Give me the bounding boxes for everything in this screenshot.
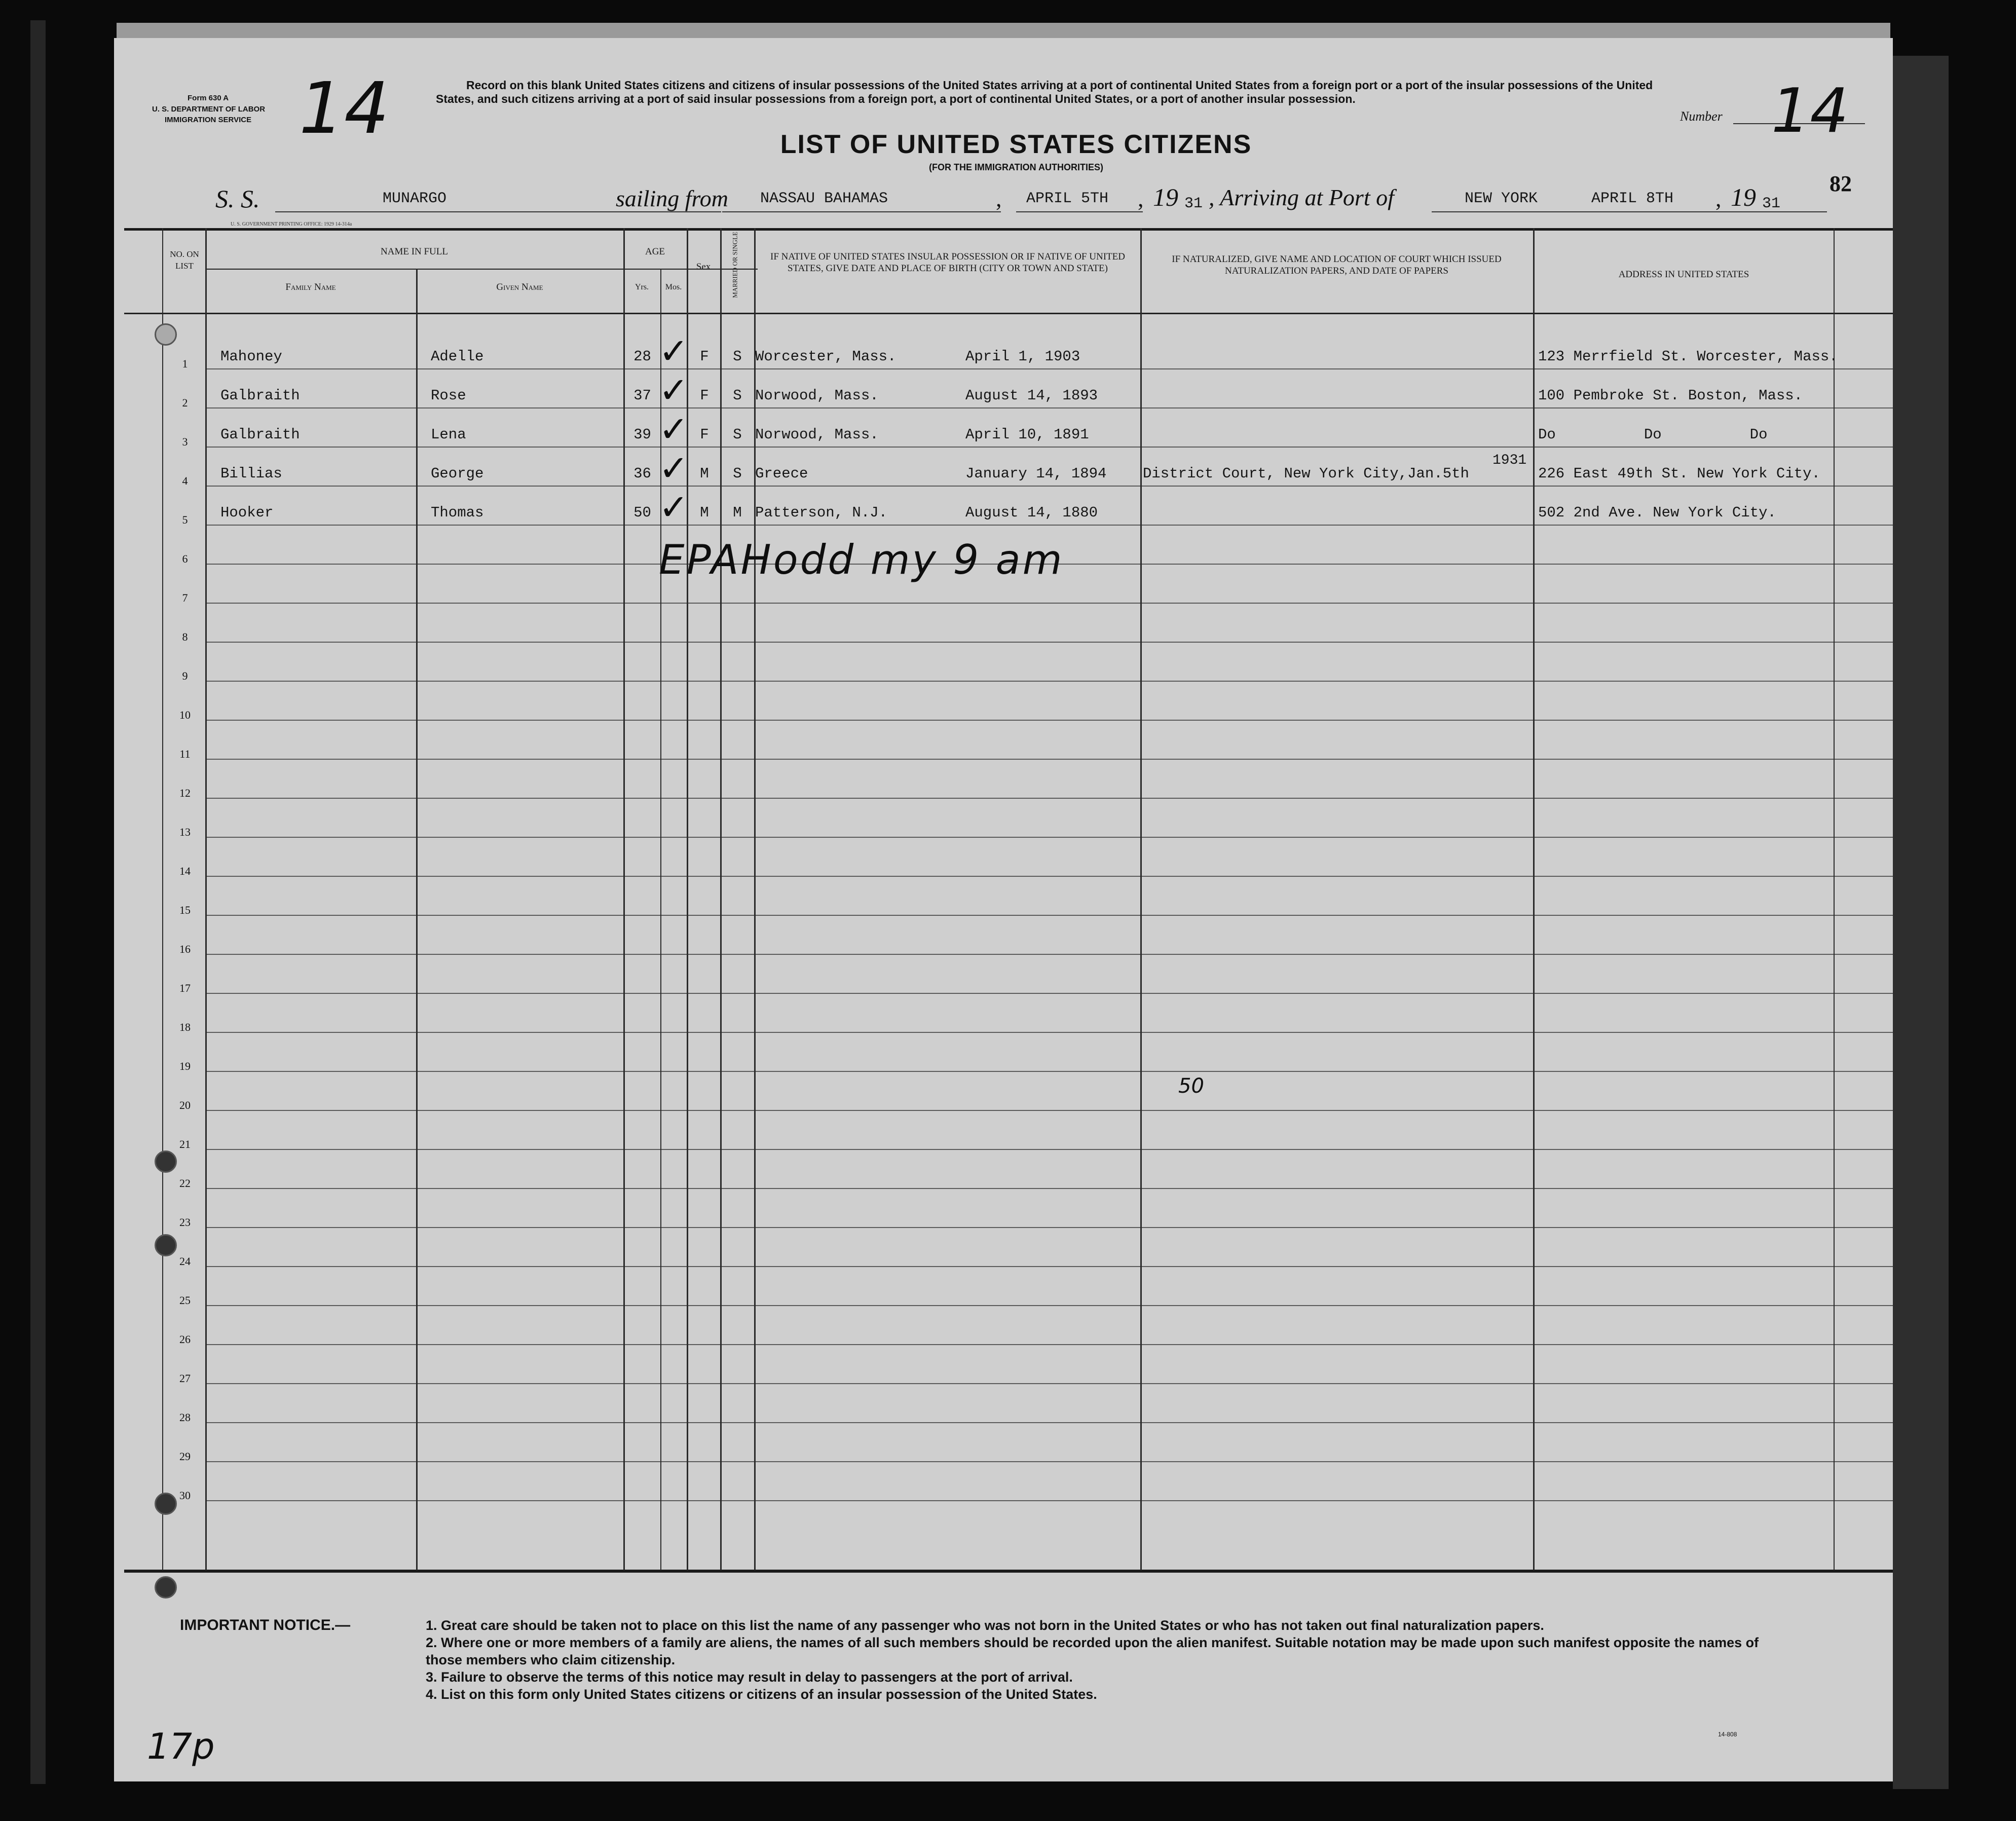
arriving-label: , Arriving at Port of [1209, 184, 1394, 210]
comma-2: , [1138, 185, 1144, 211]
col-line-b [205, 228, 207, 1570]
depart-year: 31 [1184, 195, 1203, 212]
birth-place-cell: Norwood, Mass. [755, 426, 879, 443]
comma-3: , [1715, 185, 1722, 211]
check-mark-icon: ✓ [659, 487, 689, 528]
stray-mark: 50 [1178, 1074, 1204, 1098]
row-number: 28 [179, 1411, 191, 1424]
birth-place-cell: Worcester, Mass. [755, 348, 897, 365]
sex-cell: F [700, 348, 709, 365]
row-number: 17 [179, 982, 191, 994]
row-rule [205, 447, 1893, 448]
handwritten-number-left: 14 [299, 67, 390, 150]
row-rule [205, 407, 1893, 408]
row-number: 7 [182, 591, 188, 604]
row-rule [205, 993, 1893, 994]
header-mos: Mos. [665, 283, 682, 291]
binding-hole-2 [155, 1150, 177, 1173]
number-value: 14 [1771, 76, 1849, 146]
manifest-page [114, 38, 1893, 1781]
birth-date-cell: April 10, 1891 [965, 426, 1089, 443]
depart-date-underline [1016, 211, 1143, 212]
page-stack-edge-right [1893, 56, 1949, 1789]
department: U. S. DEPARTMENT OF LABOR [152, 105, 266, 114]
header-naturalized: IF NATURALIZED, GIVE NAME AND LOCATION OF COURT WHICH ISSUED NATURALIZATION PAPERS, AND DATE OF PAPERS [1172, 254, 1502, 276]
row-rule [205, 525, 1893, 526]
family-name-cell: Galbraith [220, 387, 300, 404]
row-rule [205, 1383, 1893, 1384]
row-number: 13 [179, 826, 191, 838]
col-line-j [1533, 228, 1535, 1570]
birth-date-cell: January 14, 1894 [965, 465, 1107, 482]
age-years-cell: 37 [633, 387, 651, 404]
address-cell: 226 East 49th St. New York City. [1538, 465, 1820, 482]
address-cell: 100 Pembroke St. Boston, Mass. [1538, 387, 1803, 404]
row-number: 2 [182, 396, 188, 409]
row-number: 9 [182, 670, 188, 682]
col-line-g [720, 228, 722, 1570]
port-from-underline [722, 211, 1001, 212]
age-years-cell: 39 [633, 426, 651, 443]
row-rule [205, 1422, 1893, 1423]
page-title: LIST OF UNITED STATES CITIZENS [780, 130, 1252, 159]
row-rule [205, 1071, 1893, 1072]
port-from: NASSAU BAHAMAS [760, 190, 888, 207]
header-yrs: Yrs. [634, 283, 649, 291]
header-bottom-rule [124, 313, 1893, 314]
sex-cell: M [700, 504, 709, 521]
depart-date: APRIL 5TH [1026, 190, 1109, 207]
year-prefix-1: 19 [1153, 183, 1178, 211]
notice-heading: IMPORTANT NOTICE.— [180, 1617, 351, 1633]
row-number: 8 [182, 630, 188, 643]
notice-item-2: 2. Where one or more members of a family are aliens, the names of all such members should be recorded upon the alien manifest. Suitable notation may be made upon such manifest opposite the names of those members who claim citizenship. [426, 1635, 1759, 1667]
row-number: 14 [179, 865, 191, 877]
row-rule [205, 1344, 1893, 1345]
birth-place-cell: Norwood, Mass. [755, 387, 879, 404]
col-line-k [1834, 228, 1835, 1570]
row-rule [205, 798, 1893, 799]
table-top-rule [124, 228, 1893, 231]
family-name-cell: Hooker [220, 504, 274, 521]
naturalized-year: 1931 [1492, 453, 1527, 468]
given-name-cell: George [431, 465, 484, 482]
row-rule [205, 681, 1893, 682]
family-name-cell: Mahoney [220, 348, 282, 365]
row-number: 26 [179, 1333, 191, 1346]
address-cell: Do Do Do [1538, 426, 1768, 443]
year-prefix-2: 19 [1731, 183, 1756, 211]
row-number: 1 [182, 357, 188, 370]
sex-cell: F [700, 426, 709, 443]
row-rule [205, 1188, 1893, 1189]
arrival-date: APRIL 8TH [1591, 190, 1674, 207]
check-mark-icon: ✓ [659, 448, 689, 489]
birth-place-cell: Patterson, N.J. [755, 504, 888, 521]
address-cell: 123 Merrfield St. Worcester, Mass. [1538, 348, 1838, 365]
sailing-from-label: sailing from [616, 185, 728, 211]
birth-date-cell: August 14, 1893 [965, 387, 1098, 404]
table-bottom-rule [124, 1570, 1893, 1573]
marital-status-cell: S [733, 426, 742, 443]
row-number: 3 [182, 435, 188, 448]
handwritten-row6: EPAHodd my 9 am [659, 536, 1064, 583]
marital-status-cell: S [733, 348, 742, 365]
given-name-cell: Rose [431, 387, 466, 404]
comma-1: , [996, 185, 1002, 211]
row-rule [205, 720, 1893, 721]
page-stack-edge-top [117, 23, 1890, 38]
col-line-c [416, 269, 418, 1570]
form-id: Form 630 A [188, 94, 229, 102]
service: IMMIGRATION SERVICE [165, 116, 252, 124]
row-number: 30 [179, 1489, 191, 1502]
row-rule [205, 603, 1893, 604]
row-number: 29 [179, 1450, 191, 1463]
marital-status-cell: M [733, 504, 742, 521]
ship-name: MUNARGO [383, 190, 447, 207]
header-birth: IF NATIVE OF UNITED STATES INSULAR POSSESSION OR IF NATIVE OF UNITED STATES, GIVE DATE AND PLACE OF BIRTH (CITY OR TOWN AND STATE) [770, 251, 1125, 274]
number-label: Number [1680, 109, 1723, 124]
col-line-a [162, 228, 163, 1570]
header-name-in-full: NAME IN FULL [381, 246, 448, 257]
row-rule [205, 1266, 1893, 1267]
printer-line: U. S. GOVERNMENT PRINTING OFFICE: 1929 14-314a [231, 221, 352, 227]
form-code: 14-808 [1718, 1731, 1737, 1738]
birth-place-cell: Greece [755, 465, 808, 482]
age-years-cell: 36 [633, 465, 651, 482]
margin-note: 17p [147, 1726, 215, 1767]
given-name-cell: Lena [431, 426, 466, 443]
notice-item-1: 1. Great care should be taken not to place on this list the name of any passenger who was not born in the United States or who has not taken out final naturalization papers. [426, 1618, 1544, 1633]
port-arrival: NEW YORK [1465, 190, 1538, 207]
binding-hole-3 [155, 1234, 177, 1256]
marital-status-cell: S [733, 387, 742, 404]
age-years-cell: 50 [633, 504, 651, 521]
header-given-name: Given Name [496, 282, 543, 292]
important-notice [180, 1617, 1791, 1703]
birth-date-cell: August 14, 1880 [965, 504, 1098, 521]
binding-hole-5 [155, 1576, 177, 1599]
row-rule [205, 368, 1893, 369]
row-number: 4 [182, 474, 188, 487]
row-rule [205, 876, 1893, 877]
row-rule [205, 1461, 1893, 1462]
ss-label: S. S. [215, 184, 260, 213]
sex-cell: F [700, 387, 709, 404]
arrival-year: 31 [1762, 195, 1781, 212]
family-name-cell: Billias [220, 465, 282, 482]
header-no: NO. ON LIST [170, 249, 199, 271]
family-name-cell: Galbraith [220, 426, 300, 443]
row-number: 5 [182, 513, 188, 526]
given-name-cell: Adelle [431, 348, 484, 365]
page-stack-edge-left [30, 20, 46, 1784]
row-number: 15 [179, 904, 191, 916]
marital-status-cell: S [733, 465, 742, 482]
naturalization-cell: District Court, New York City,Jan.5th [1143, 465, 1469, 482]
check-mark-icon: ✓ [659, 369, 689, 411]
row-rule [205, 1149, 1893, 1150]
notice-item-4: 4. List on this form only United States citizens or citizens of an insular possession of the United States. [426, 1687, 1097, 1702]
row-number: 11 [179, 748, 191, 760]
header-family-name: Family Name [285, 282, 336, 292]
header-sex: Sex [696, 262, 711, 272]
name-header-rule [205, 269, 758, 270]
row-number: 25 [179, 1294, 191, 1307]
sex-cell: M [700, 465, 709, 482]
notice-item-3: 3. Failure to observe the terms of this notice may result in delay to passengers at the port of arrival. [426, 1669, 1073, 1685]
row-rule [205, 915, 1893, 916]
address-cell: 502 2nd Ave. New York City. [1538, 504, 1776, 521]
row-number: 6 [182, 552, 188, 565]
row-number: 22 [179, 1177, 191, 1190]
row-rule [205, 486, 1893, 487]
row-number: 18 [179, 1021, 191, 1033]
header-address: ADDRESS IN UNITED STATES [1618, 269, 1749, 280]
row-rule [205, 1032, 1893, 1033]
row-number: 21 [179, 1138, 191, 1150]
check-mark-icon: ✓ [659, 330, 689, 372]
header-married-single: MARRIED OR SINGLE [731, 232, 739, 298]
header-age: AGE [645, 246, 665, 257]
row-rule [205, 1110, 1893, 1111]
birth-date-cell: April 1, 1903 [965, 348, 1080, 365]
age-years-cell: 28 [633, 348, 651, 365]
page-subtitle: (FOR THE IMMIGRATION AUTHORITIES) [929, 162, 1103, 172]
page-number: 82 [1830, 171, 1852, 196]
row-rule [205, 759, 1893, 760]
row-number: 12 [179, 787, 191, 799]
instructions-text: Record on this blank United States citizens and citizens of insular possessions of the United States arriving at a port of continental United States from a foreign port or a port of the insular possessions of the United States, and such citizens arriving at a port of said insular possessions from a foreign port, a port of continental United States, or a port of another insular possession. [436, 79, 1653, 105]
row-rule [205, 837, 1893, 838]
row-number: 24 [179, 1255, 191, 1268]
given-name-cell: Thomas [431, 504, 484, 521]
row-number: 19 [179, 1060, 191, 1072]
col-line-i [1140, 228, 1142, 1570]
row-rule [205, 1305, 1893, 1306]
row-number: 23 [179, 1216, 191, 1229]
binding-hole-4 [155, 1493, 177, 1515]
row-rule [205, 954, 1893, 955]
row-rule [205, 1227, 1893, 1228]
row-number: 20 [179, 1099, 191, 1111]
row-number: 16 [179, 943, 191, 955]
row-number: 27 [179, 1372, 191, 1385]
binding-hole-1 [155, 323, 177, 346]
col-line-d [623, 228, 625, 1570]
row-number: 10 [179, 709, 191, 721]
check-mark-icon: ✓ [659, 408, 689, 450]
row-rule [205, 1500, 1893, 1501]
row-rule [205, 642, 1893, 643]
